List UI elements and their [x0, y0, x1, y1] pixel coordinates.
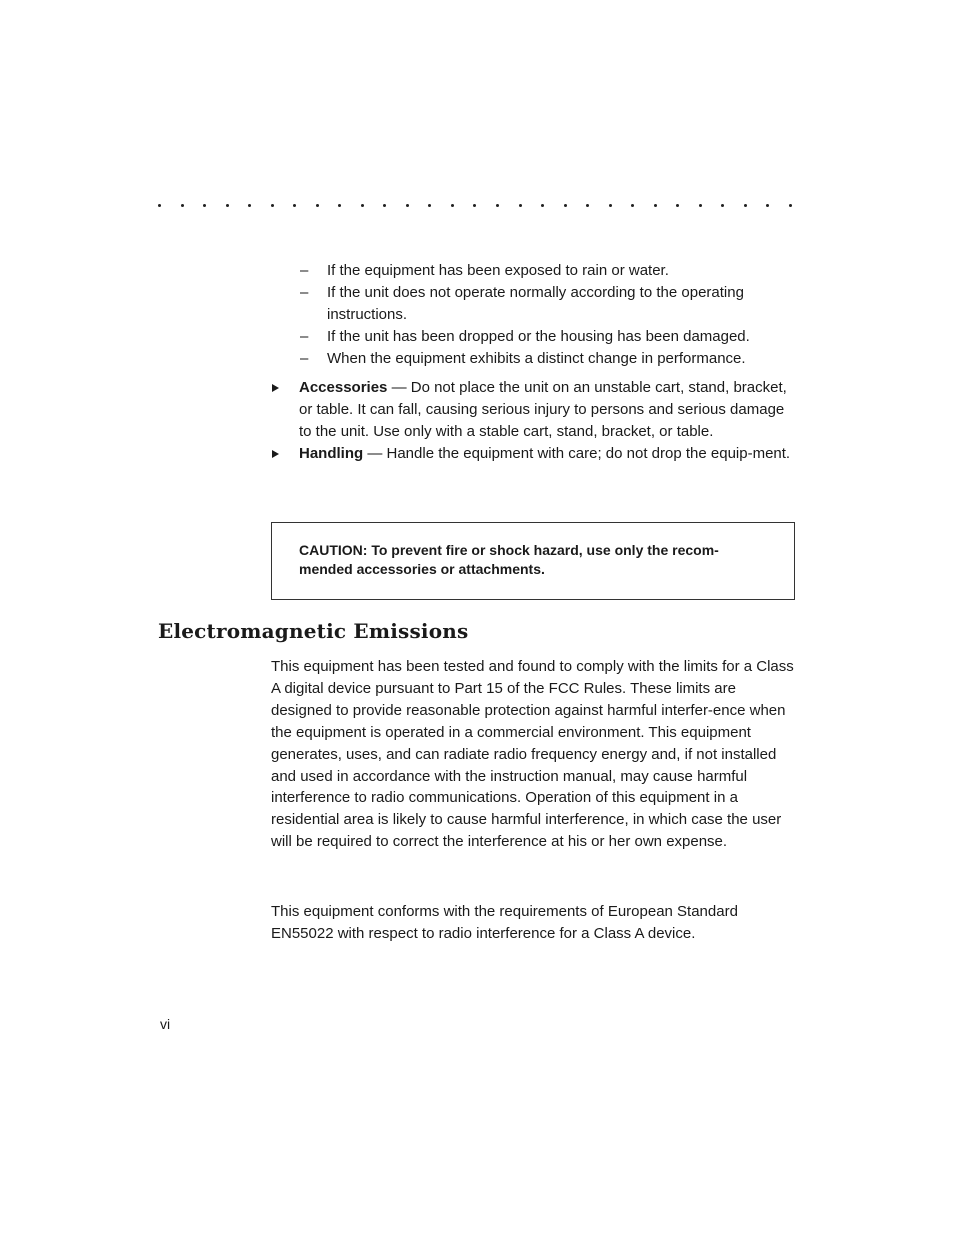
dash-marker: – — [300, 328, 309, 345]
rule-dot — [428, 204, 431, 207]
dotted-rule — [158, 204, 792, 207]
triangle-bullet-icon — [272, 450, 279, 458]
rule-dot — [451, 204, 454, 207]
list-item-text: When the equipment exhibits a distinct change in performance. — [327, 350, 746, 367]
rule-dot — [541, 204, 544, 207]
rule-dot — [338, 204, 341, 207]
bullet-item-accessories — [271, 377, 796, 443]
rule-dot — [519, 204, 522, 207]
rule-dot — [226, 204, 229, 207]
caution-text: CAUTION: To prevent fire or shock hazard, use only the recom-mended accessories or attachments. — [299, 542, 719, 577]
dash-marker: – — [300, 284, 309, 301]
dash-marker: – — [300, 350, 309, 367]
list-item — [300, 348, 800, 370]
caution-box — [271, 522, 795, 600]
rule-dot — [676, 204, 679, 207]
bullet-term: Handling — [299, 445, 364, 462]
rule-dot — [181, 204, 184, 207]
rule-dot — [609, 204, 612, 207]
list-item-text: If the equipment has been exposed to rain or water. — [327, 262, 669, 279]
rule-dot — [293, 204, 296, 207]
rule-dot — [203, 204, 206, 207]
rule-dot — [496, 204, 499, 207]
rule-dot — [383, 204, 386, 207]
rule-dot — [631, 204, 634, 207]
bullet-text: — Handle the equipment with care; do not drop the equip-ment. — [363, 445, 791, 462]
rule-dot — [564, 204, 567, 207]
rule-dot — [406, 204, 409, 207]
list-item — [300, 282, 800, 326]
list-item — [300, 260, 800, 282]
rule-dot — [789, 204, 792, 207]
en55022-paragraph: This equipment conforms with the requirements of European Standard EN55022 with respect to radio interference for a Class A device. — [271, 903, 738, 942]
bullet-item-handling — [271, 443, 796, 465]
rule-dot — [271, 204, 274, 207]
page-number: vi — [160, 1016, 171, 1032]
rule-dot — [744, 204, 747, 207]
rule-dot — [158, 204, 161, 207]
rule-dot — [473, 204, 476, 207]
bullet-term: Accessories — [299, 379, 388, 396]
rule-dot — [361, 204, 364, 207]
list-item-text: If the unit has been dropped or the housing has been damaged. — [327, 328, 750, 345]
safety-bullet-list — [271, 377, 796, 465]
rule-dot — [586, 204, 589, 207]
fcc-paragraph: This equipment has been tested and found to comply with the limits for a Class A digital device pursuant to Part 15 of the FCC Rules. These limits are designed to provide reasonable protection against harmful interfer-ence when the equipment is operated in a commercial environment. This equipment generates, uses, and can radiate radio frequency energy and, if not installed and used in accordance with the instruction manual, may cause harmful interference to radio communications. Operation of this equipment in a residential area is likely to cause harmful interference, in which case the user will be required to correct the interference at his or her own expense. — [271, 658, 794, 851]
rule-dot — [721, 204, 724, 207]
list-item-text: If the unit does not operate normally according to the operating instructions. — [327, 284, 744, 323]
rule-dot — [316, 204, 319, 207]
condition-list — [300, 260, 800, 370]
rule-dot — [766, 204, 769, 207]
list-item — [300, 326, 800, 348]
bullet-text: — Do not place the unit on an unstable cart, stand, bracket, or table. It can fall, causing serious injury to persons and serious damage to the unit. Use only with a stable cart, stand, bracket, or table. — [299, 379, 787, 440]
rule-dot — [654, 204, 657, 207]
dash-marker: – — [300, 262, 309, 279]
triangle-bullet-icon — [272, 384, 279, 392]
section-heading: Electromagnetic Emissions — [158, 619, 469, 643]
rule-dot — [699, 204, 702, 207]
rule-dot — [248, 204, 251, 207]
